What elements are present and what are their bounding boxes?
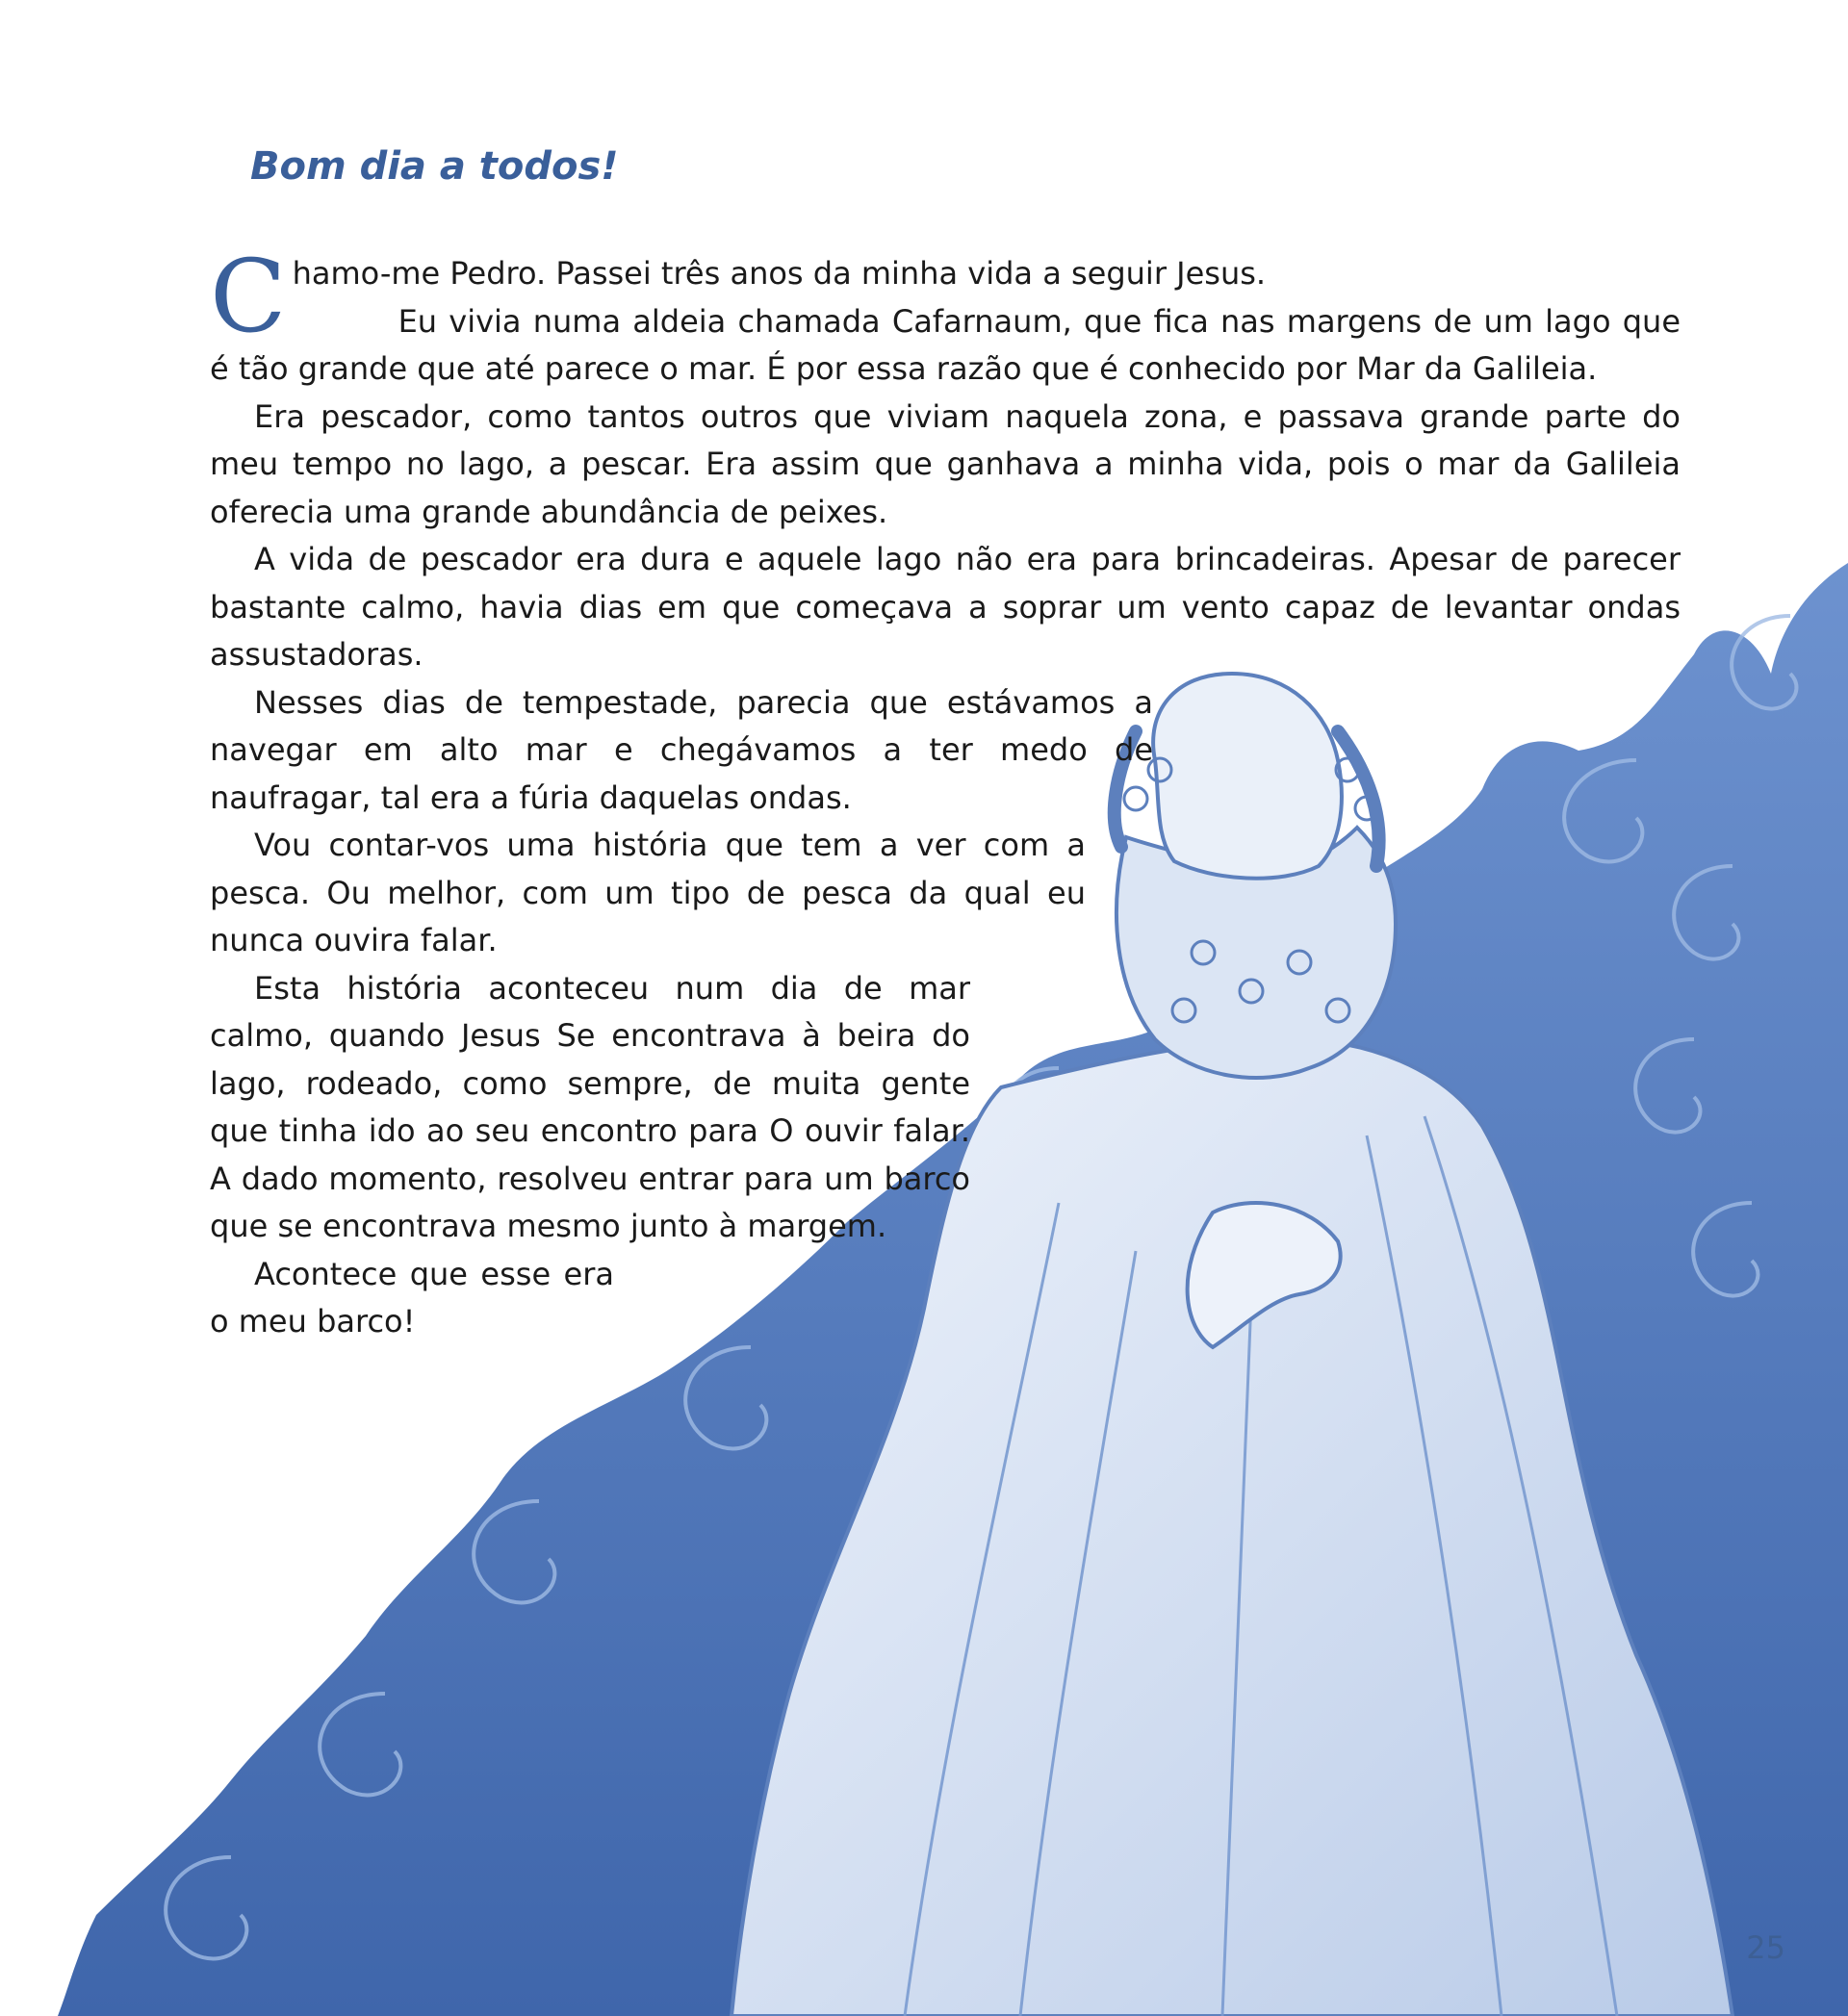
intro-line: hamo-me Pedro. Passei três anos da minha vida a seguir Jesus.: [292, 255, 1267, 292]
paragraph-story: Vou contar-vos uma história que tem a ver com a pesca. Ou melhor, com um tipo de pesca da qual eu nunca ouvira falar.: [210, 827, 1086, 958]
paragraph-jesus: Esta história aconteceu num dia de mar calmo, quando Jesus Se encontrava à beira do lago, rodeado, como sempre, de muita gente que tinha ido ao seu encontro para O ouvir falar. A dado momento, resolveu entrar para um barco que se encontrava mesmo junto à margem.: [210, 969, 970, 1244]
paragraph-storm: Nesses dias de tempestade, parecia que estávamos a navegar em alto mar e chegávamos a ter medo de naufragar, tal era a fúria daquelas ondas.: [210, 683, 1153, 816]
paragraph-fisherman: Era pescador, como tantos outros que viviam naquela zona, e passava grande parte do meu tempo no lago, a pescar. Era assim que ganhava a minha vida, pois o mar da Galileia oferecia uma grande abundância de peixes.: [210, 397, 1681, 530]
drop-cap: C: [210, 238, 287, 355]
story-text: [210, 238, 1681, 1346]
paragraph-intro: [210, 238, 1681, 394]
greeting-heading: Bom dia a todos!: [250, 144, 619, 189]
page-number: 25: [1746, 1929, 1785, 1966]
paragraph-boat: Acontece que esse era o meu barco!: [210, 1255, 614, 1340]
paragraph-lake: A vida de pescador era dura e aquele lago não era para brincadeiras. Apesar de parecer bastante calmo, havia dias em que começava a soprar um vento capaz de levantar ondas assustadoras.: [210, 541, 1681, 673]
intro-rest: Eu vivia numa aldeia chamada Cafarnaum, que fica nas margens de um lago que é tão grande que até parece o mar. É por essa razão que é conhecido por Mar da Galileia.: [210, 302, 1681, 387]
